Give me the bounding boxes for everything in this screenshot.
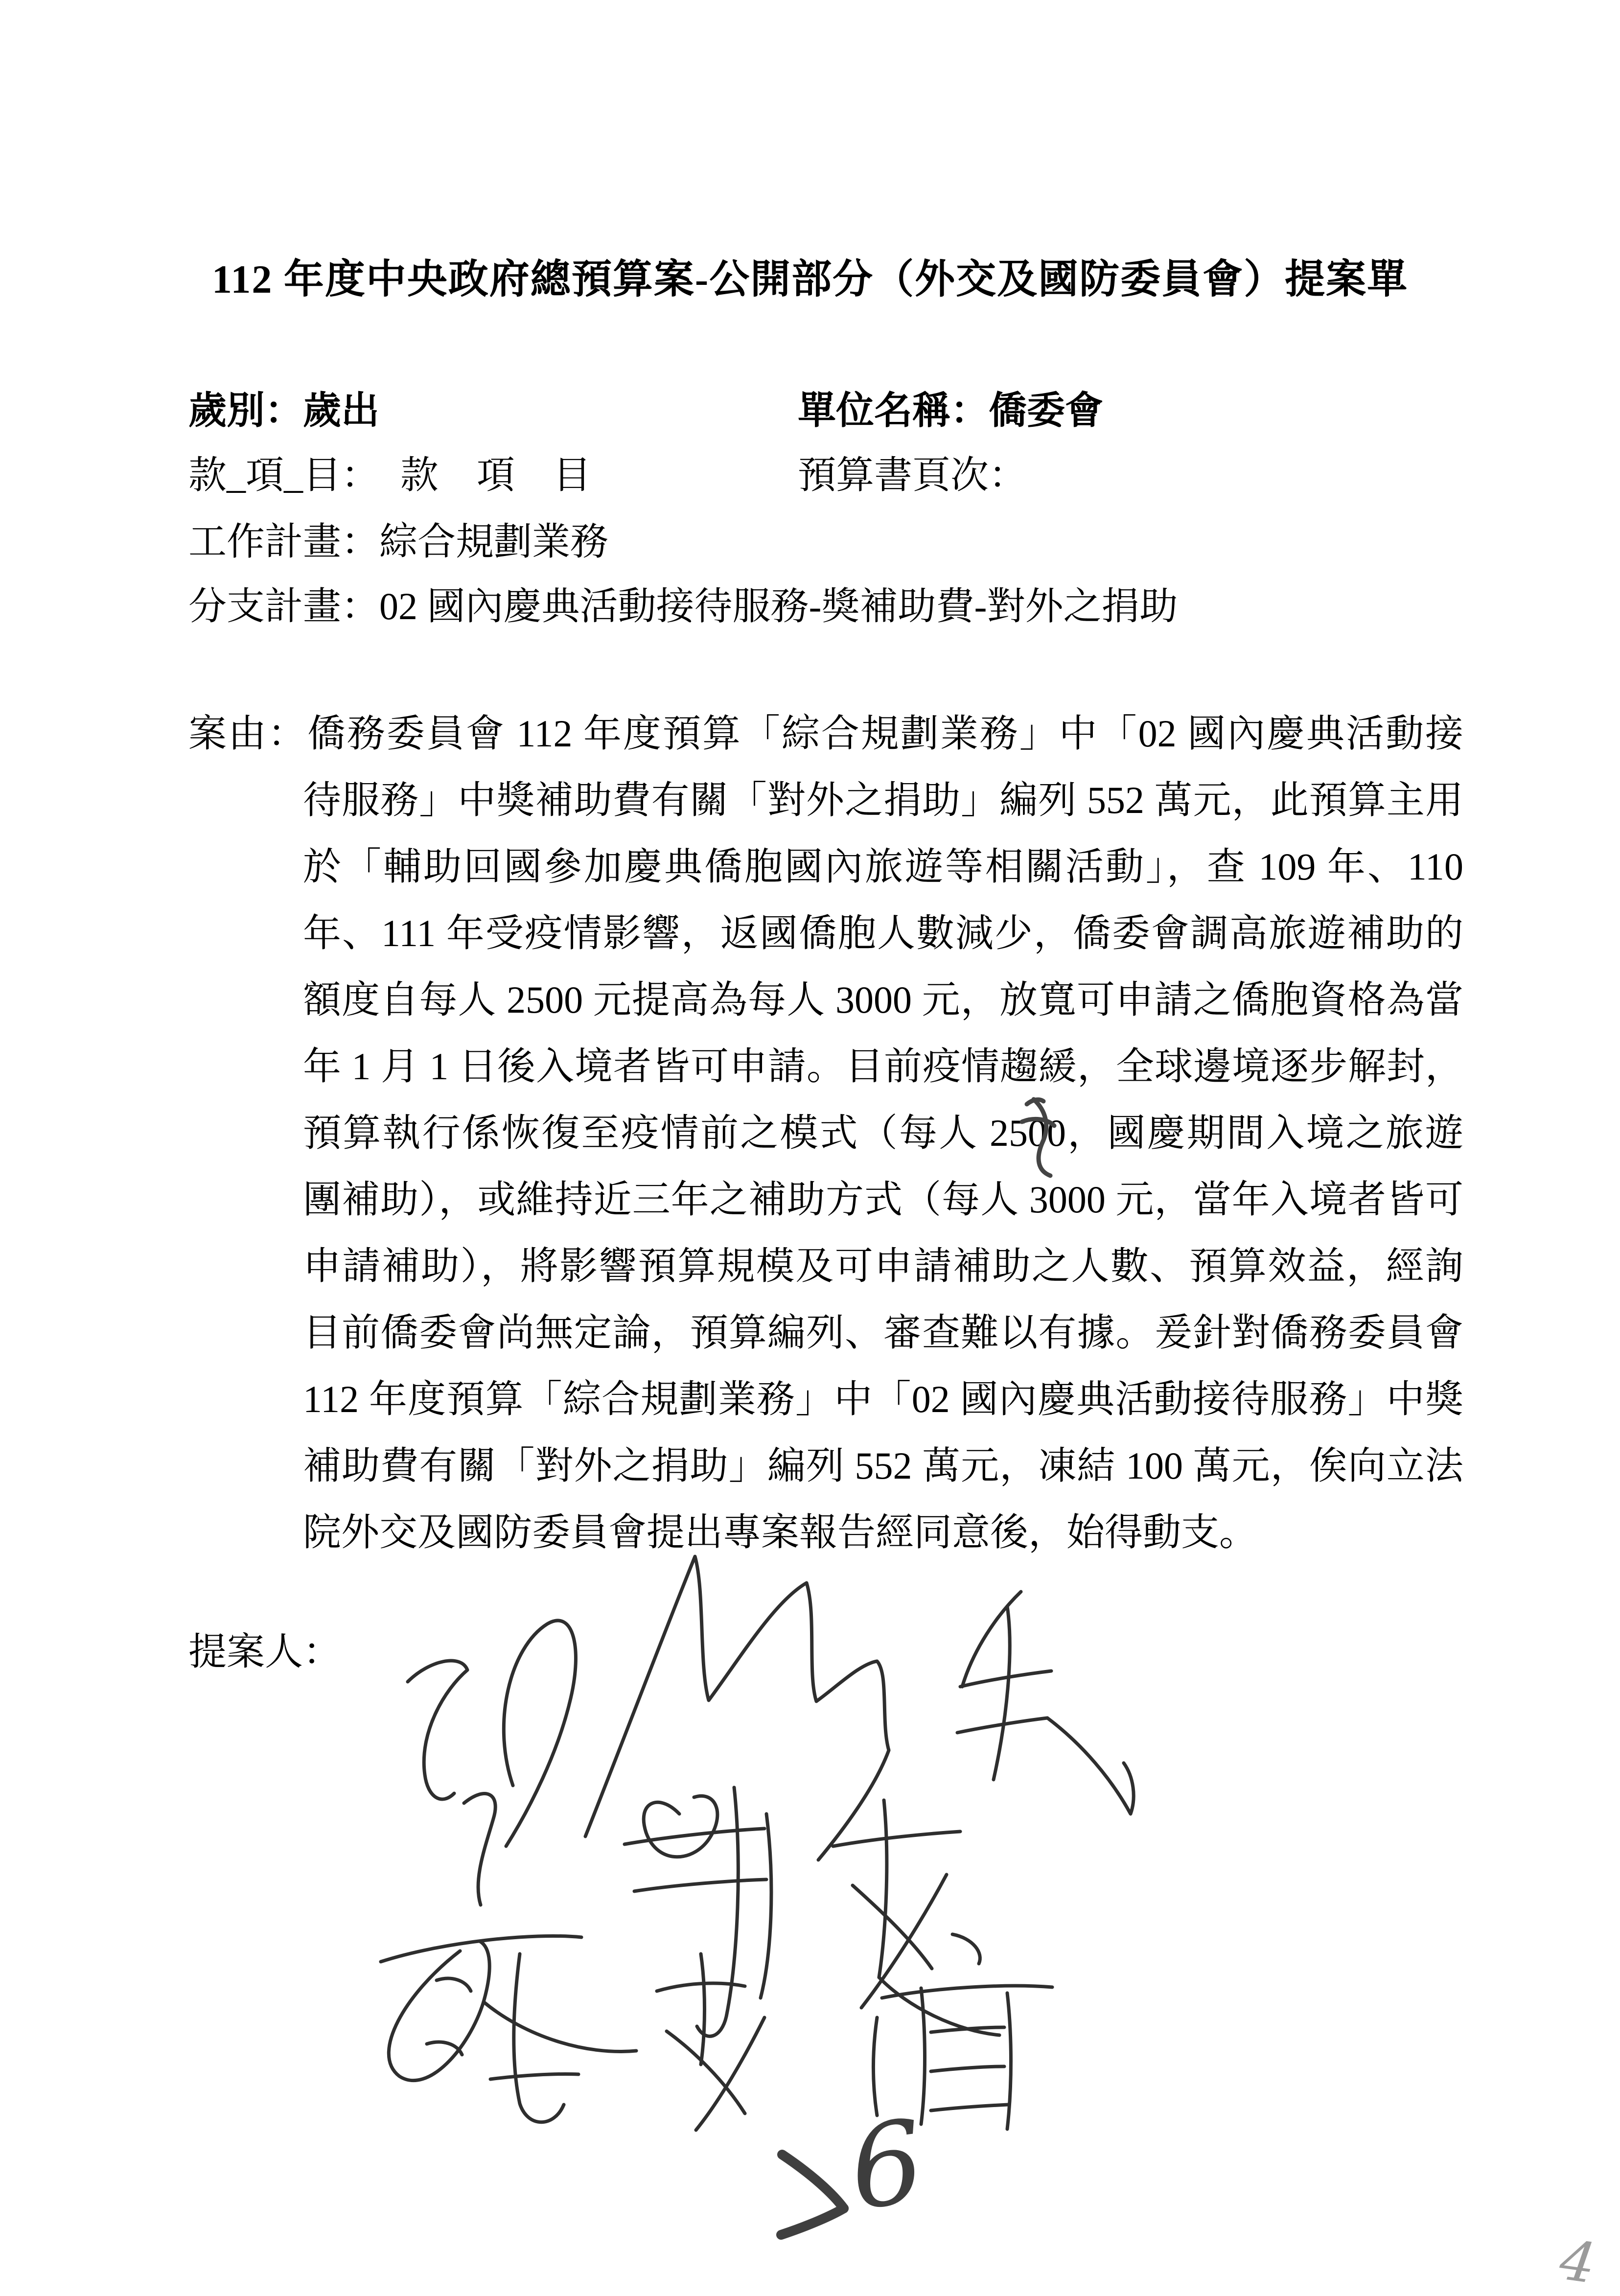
signature-2	[381, 1787, 999, 2081]
case-line-8: 團補助），或維持近三年之補助方式（每人 3000 元，當年入境者皆可	[303, 1178, 1463, 1221]
page-title: 112 年度中央政府總預算案-公開部分（外交及國防委員會）提案單	[211, 257, 1409, 301]
signature-3	[427, 1934, 1052, 2130]
handwritten-tally-mark: 6	[843, 2095, 931, 2235]
case-line-7: 預算執行係恢復至疫情前之模式（每人 2500，國慶期間入境之旅遊	[303, 1112, 1463, 1154]
meta-row-fiscal-unit	[188, 389, 1534, 432]
case-line-12: 補助費有關「對外之捐助」編列 552 萬元，凍結 100 萬元，俟向立法	[303, 1444, 1463, 1487]
case-line-2: 待服務」中獎補助費有關「對外之捐助」編列 552 萬元，此預算主用	[303, 779, 1463, 821]
case-description	[188, 700, 1463, 1566]
budget-page-field	[798, 456, 1027, 494]
case-line-6: 年 1 月 1 日後入境者皆可申請。目前疫情趨緩，全球邊境逐步解封，	[303, 1045, 1463, 1088]
work-plan-label: 工作計畫：	[188, 520, 380, 563]
case-line-1	[188, 700, 1463, 767]
case-line-11: 112 年度預算「綜合規劃業務」中「02 國內慶典活動接待服務」中獎	[303, 1378, 1463, 1420]
branch-plan-label: 分支計畫：	[188, 585, 380, 627]
case-line-5: 額度自每人 2500 元提高為每人 3000 元，放寬可申請之僑胞資格為當	[303, 978, 1463, 1021]
meta-row-branch-plan	[188, 587, 1534, 626]
case-line-9: 申請補助），將影響預算規模及可申請補助之人數、預算效益，經詢	[303, 1245, 1463, 1287]
fiscal-type-field	[188, 389, 379, 432]
check-mark	[781, 2155, 844, 2235]
work-plan-value: 綜合規劃業務	[379, 520, 609, 563]
meta-row-work-plan	[188, 520, 1534, 563]
case-line-10: 目前僑委會尚無定論，預算編列、審查難以有據。爰針對僑務委員會	[303, 1311, 1463, 1354]
case-line-13: 院外交及國防委員會提出專案報告經同意後，始得動支。	[303, 1511, 1258, 1554]
case-label: 案由：	[188, 712, 307, 755]
budget-page-label: 預算書頁次：	[798, 454, 1027, 496]
unit-name-value: 僑委會	[989, 389, 1104, 432]
case-line-1-text: 僑務委員會 112 年度預算「綜合規劃業務」中「02 國內慶典活動接	[307, 712, 1463, 755]
handwritten-page-number: 4	[1556, 2228, 1599, 2296]
meta-row-item-pageref	[188, 456, 1534, 494]
case-line-4: 年、111 年受疫情影響，返國僑胞人數減少，僑委會調高旅遊補助的	[303, 912, 1463, 954]
unit-name-field	[798, 389, 1104, 432]
fiscal-type-value: 歲出	[303, 389, 380, 432]
case-line-3: 於「輔助回國參加慶典僑胞國內旅遊等相關活動」，查 109 年、110	[303, 845, 1463, 888]
branch-plan-field	[188, 585, 1178, 627]
work-plan-field	[188, 520, 608, 563]
item-code-value: 款 項 目	[400, 454, 591, 496]
signature-1	[408, 1556, 1134, 1860]
branch-plan-value: 02 國內慶典活動接待服務-獎補助費-對外之捐助	[379, 585, 1178, 627]
unit-name-label: 單位名稱：	[798, 389, 989, 432]
proposer-label: 提案人：	[188, 1630, 342, 1673]
item-code-field	[188, 454, 591, 496]
item-code-label: 款_項_目：	[188, 454, 380, 496]
fiscal-type-label: 歲別：	[188, 389, 303, 432]
